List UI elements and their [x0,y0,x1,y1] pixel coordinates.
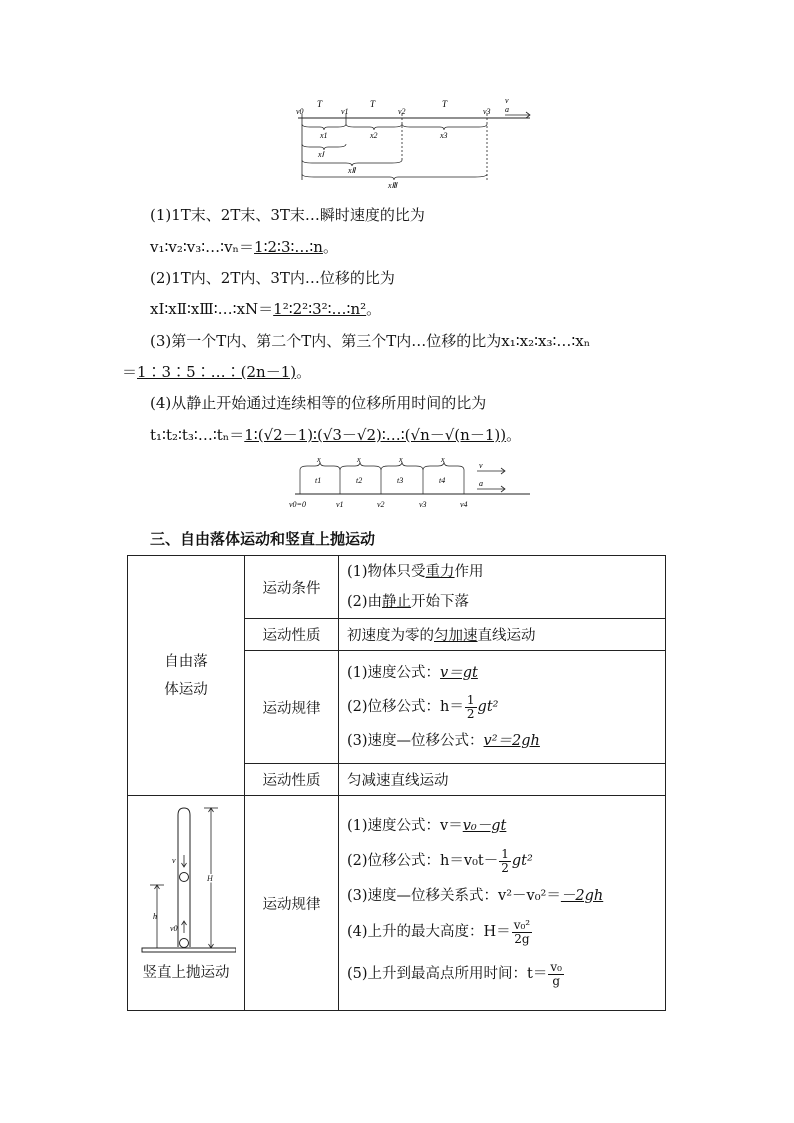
section-title: 三、自由落体运动和竖直上抛运动 [150,530,376,548]
condition-1: (1)物体只受重力作用 [347,564,484,580]
nature-cell: 初速度为零的匀加速直线运动 [339,619,666,651]
xII-label: xⅡ [348,166,356,175]
up-nature-cell: 匀减速直线运动 [339,764,666,796]
fig-v0-label: v0 [170,924,178,933]
item-2-end: 。 [366,300,382,318]
vertical-throw-label: 竖直上抛运动 [142,965,230,981]
item-1-end: 。 [322,238,338,256]
ball-upper [180,873,189,882]
x-label-2: x [357,456,361,464]
motion-table [127,555,666,1011]
up-law-label: 运动规律 [245,796,339,1011]
up-law-cell [339,796,666,1011]
free-fall-cell [128,556,245,796]
law-cell [339,651,666,764]
item-2-lhs: xⅠ∶xⅡ∶xⅢ∶…∶xN＝ [150,300,274,318]
v-arrow-label-2: v [479,461,483,470]
law-label: 运动规律 [245,651,339,764]
a-arrow-label-2: a [479,479,483,488]
t1-label: t1 [315,476,322,485]
v2-label: v2 [398,107,406,116]
free-fall-label: 自由落 体运动 [164,653,208,698]
x-label-1: x [317,456,321,464]
vertical-throw-figure [136,805,236,955]
equal-displacement-diagram [285,456,535,514]
xIII-label: xⅢ [388,181,398,190]
nature-label: 运动性质 [245,619,339,651]
v0-zero-label: v0=0 [289,500,306,509]
ground [142,948,236,952]
item-4-lhs: t₁∶t₂∶t₃∶…∶tₙ＝ [150,426,245,444]
item-3-answer: 1∶3∶5∶…∶(2n－1) [137,363,297,381]
t3-label: t3 [397,476,404,485]
law-1: (1)速度公式：v＝gt [347,665,478,681]
item-1-answer: 1∶2∶3∶…∶n [254,238,323,256]
law-3: (3)速度—位移公式：v²＝2gh [347,733,540,749]
t2-label: t2 [356,476,363,485]
v3-label-2: v3 [419,500,427,509]
x3-label: x3 [440,131,448,140]
xI-label: xⅠ [318,150,324,159]
v4-label-2: v4 [460,500,468,509]
item-4-title: (4)从静止开始通过连续相等的位移所用时间的比为 [150,394,487,412]
x1-label: x1 [320,131,328,140]
fig-h-label: h [153,912,157,921]
fig-v-label: v [172,856,176,865]
ball-lower [180,939,189,948]
up-law-5: (5)上升到最高点所用时间：t＝ $\frac{\text{v₀}}{g}$ [347,959,562,988]
condition-2: (2)由静止开始下落 [347,594,470,610]
item-4-formula [150,425,521,445]
item-3-title: (3)第一个T内、第二个T内、第三个T内…位移的比为x₁∶x₂∶x₃∶…∶xₙ [150,332,591,350]
v0-label: v0 [296,107,304,116]
item-1-title: (1)1T末、2T末、3T末…瞬时速度的比为 [150,206,425,224]
a-arrow-label: a [505,105,509,114]
up-law-4: (4)上升的最大高度：H＝ $\frac{\text{v₀²}}{2g}$ [347,917,531,946]
up-law-3: (3)速度—位移关系式：v²－v₀²＝－2gh [347,888,604,904]
item-4-end: 。 [506,426,522,444]
item-1-lhs: v₁∶v₂∶v₃∶…∶vₙ＝ [150,238,255,256]
up-nature-label: 运动性质 [245,764,339,796]
v1-label: v1 [341,107,349,116]
item-3-formula [122,362,311,382]
condition-cell [339,556,666,619]
up-law-2: (2)位移公式：h＝v₀t－ $\frac{1}{2}$ gt² [347,846,533,875]
v3-label: v3 [483,107,491,116]
x-label-3: x [399,456,403,464]
item-3-lhs: ＝ [122,363,138,381]
item-4-answer: 1∶(√2－1)∶(√3－√2)∶…∶(√n－√(n－1)) [244,426,507,444]
item-2-title: (2)1T内、2T内、3T内…位移的比为 [150,269,395,287]
t4-label: t4 [439,476,446,485]
item-3-end: 。 [296,363,312,381]
x2-label: x2 [370,131,378,140]
v1-label-2: v1 [336,500,344,509]
vertical-throw-cell [128,796,245,1011]
period-label-1: T [317,99,323,109]
up-law-1: (1)速度公式：v＝v₀－gt [347,818,507,834]
condition-label: 运动条件 [245,556,339,619]
period-label-2: T [370,99,376,109]
x-label-4: x [441,456,445,464]
period-label-3: T [442,99,448,109]
fig-H-label: H [207,874,213,883]
v-arrow-label: v [505,96,509,105]
item-1-formula [150,237,338,257]
equal-time-diagram [290,94,540,194]
v2-label-2: v2 [377,500,385,509]
item-2-formula [150,299,381,319]
item-2-answer: 1²∶2²∶3²∶…∶n² [273,300,367,318]
half-fraction: $\frac{1}{2}$ [466,692,475,721]
law-2: (2)位移公式：h＝ $\frac{1}{2}$ gt² [347,692,499,721]
